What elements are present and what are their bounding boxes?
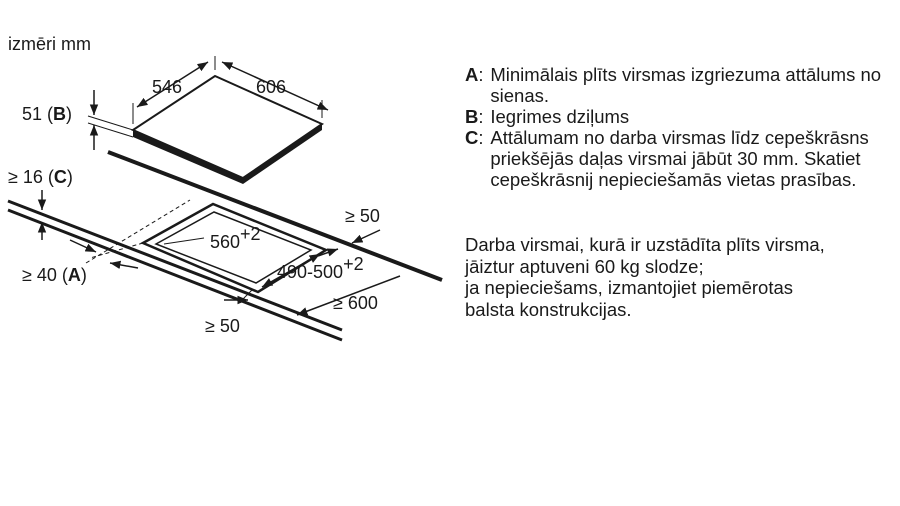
note-line: jāiztur aptuveni 60 kg slodze; bbox=[465, 255, 704, 277]
units-label: izmēri mm bbox=[8, 34, 91, 54]
side-gap-label: ≥ 50 bbox=[205, 316, 240, 336]
cutout-width-tolerance: +2 bbox=[240, 224, 261, 244]
note-line: Darba virsmai, kurā ir uzstādīta plīts virsma, bbox=[465, 234, 825, 255]
svg-text:≥ 40 (A) bbox=[22, 265, 87, 285]
b-key: B bbox=[53, 104, 67, 124]
svg-text:560+2 bbox=[210, 224, 261, 252]
counter-depth-label: ≥ 600 bbox=[333, 293, 378, 313]
cutout-depth-label: 490-500 bbox=[277, 262, 344, 282]
legend bbox=[465, 64, 890, 190]
projection-dashed bbox=[86, 200, 190, 263]
legend-colon: : bbox=[478, 64, 484, 85]
wall-edge bbox=[108, 152, 442, 280]
a-value: ≥ 40 ( bbox=[22, 265, 68, 285]
c-value: ≥ 16 ( bbox=[8, 167, 54, 187]
load-note bbox=[465, 234, 895, 320]
cutout-depth-tolerance: +2 bbox=[343, 254, 364, 274]
width-546-label: 546 bbox=[152, 77, 183, 97]
legend-text: Minimālais plīts virsmas izgriezuma attālums no sienas. bbox=[490, 64, 882, 106]
b-dimension bbox=[22, 90, 133, 150]
hob-drawing bbox=[133, 56, 328, 184]
svg-text:≥ 16 (C) bbox=[8, 167, 73, 187]
legend-key: A bbox=[465, 64, 479, 85]
cutout-width-label: 560 bbox=[210, 232, 241, 252]
legend-key: C bbox=[465, 127, 479, 148]
legend-text: Iegrimes dziļums bbox=[490, 106, 630, 127]
note-line: ja nepieciešams, izmantojiet piemērotas bbox=[465, 277, 794, 298]
legend-key: B bbox=[465, 106, 479, 127]
svg-text:490-500+2 bbox=[277, 254, 364, 282]
b-value: 51 ( bbox=[22, 104, 54, 124]
legend-text: Attālumam no darba virsmas līdz cepeškrāsns priekšējās daļas virsmai jābūt 30 mm. Skatiet cepeškrāsnij nepieciešamās vietas prasības. bbox=[490, 127, 869, 190]
a-arrow-right bbox=[110, 263, 138, 268]
a-key: A bbox=[67, 265, 81, 285]
countertop-drawing bbox=[8, 152, 442, 340]
legend-item-a bbox=[465, 64, 890, 106]
b-paren: ) bbox=[66, 104, 73, 124]
a-paren: ) bbox=[80, 265, 87, 285]
c-paren: ) bbox=[66, 167, 73, 187]
a-dimension bbox=[22, 240, 138, 285]
dim-line-560-left bbox=[164, 238, 204, 244]
c-key: C bbox=[53, 167, 67, 187]
legend-item-c bbox=[465, 127, 890, 190]
legend-colon: : bbox=[478, 106, 484, 127]
depth-606-label: 606 bbox=[256, 77, 287, 97]
legend-colon: : bbox=[478, 127, 484, 148]
note-line: balsta konstrukcijas. bbox=[465, 298, 632, 320]
rear-gap-label: ≥ 50 bbox=[345, 206, 380, 226]
svg-text:51 (B) bbox=[22, 104, 72, 124]
legend-item-b bbox=[465, 106, 890, 127]
rear-gap-arrow-a bbox=[352, 230, 380, 243]
